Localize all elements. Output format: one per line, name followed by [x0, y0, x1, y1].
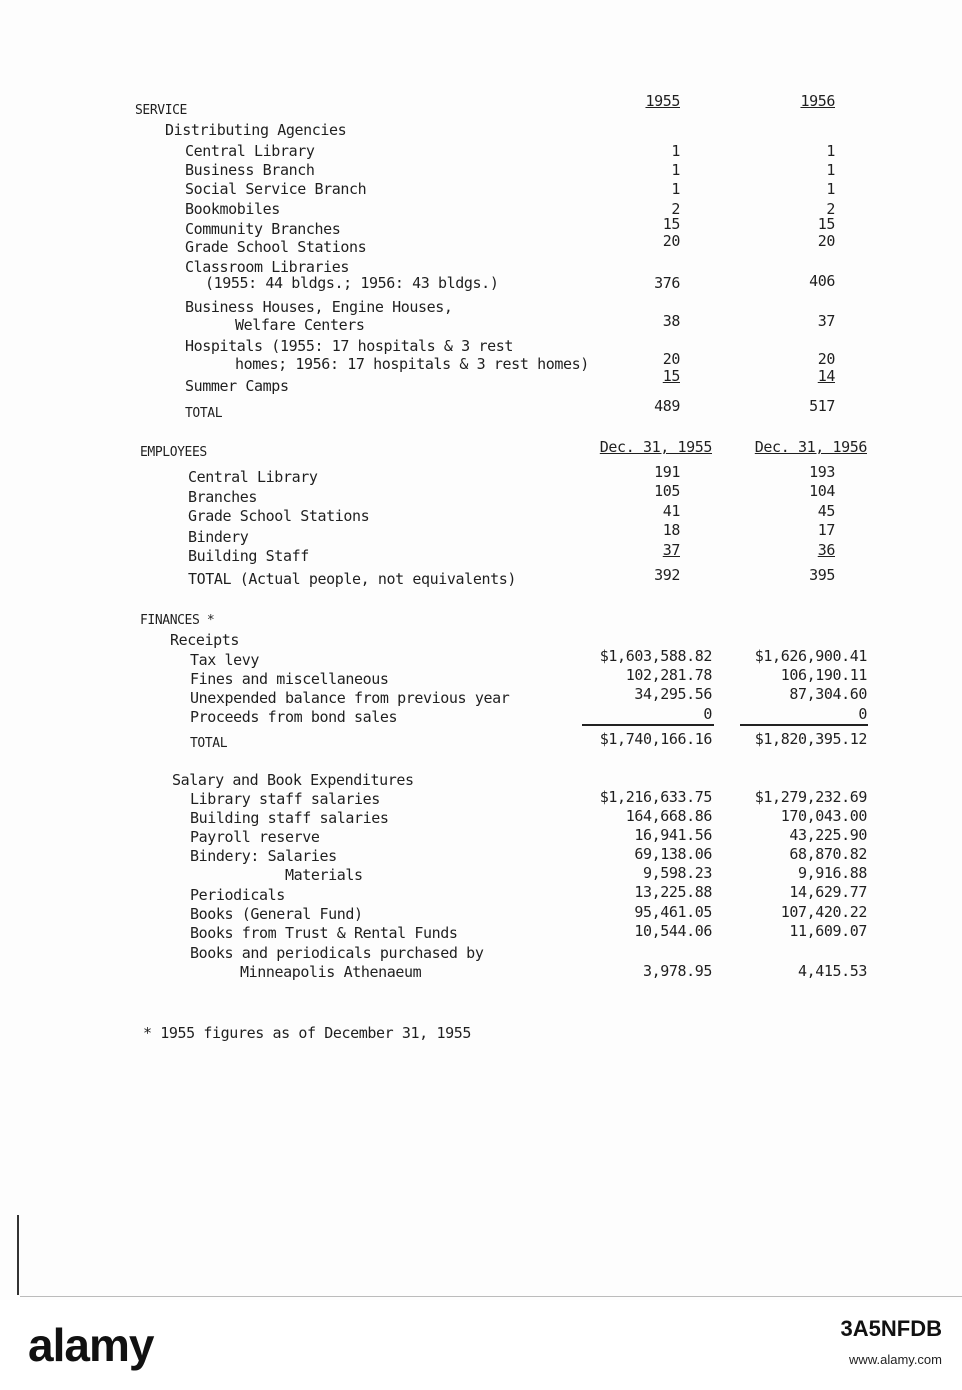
salary-row-label: Building staff salaries [190, 809, 389, 827]
receipts-total-label: TOTAL [190, 736, 228, 751]
service-row-label: Bookmobiles [185, 200, 280, 218]
service-row-1956: 20 [817, 232, 835, 250]
employee-row-1956: 36 [817, 541, 835, 559]
scan-edge-line [17, 1215, 19, 1295]
service-row-label: Business Branch [185, 161, 315, 179]
receipt-row-1956: 87,304.60 [789, 685, 867, 703]
service-total-label: TOTAL [185, 406, 223, 421]
hospitals-label: Hospitals (1955: 17 hospitals & 3 rest [185, 337, 513, 355]
salary-row-1956: 9,916.88 [797, 864, 867, 882]
service-row-label: Social Service Branch [185, 180, 367, 198]
employees-total-label: TOTAL (Actual people, not equivalents) [188, 570, 516, 588]
service-total-1955: 489 [654, 397, 680, 415]
employee-row-1955: 191 [654, 463, 680, 481]
receipt-row-label: Unexpended balance from previous year [190, 689, 510, 707]
salary-row-label: Periodicals [190, 886, 285, 904]
receipts-total-rule-1955 [582, 724, 714, 726]
salary-row-label: Books from Trust & Rental Funds [190, 924, 458, 942]
service-row-1956: 1 [826, 180, 835, 198]
service-row-label: Central Library [185, 142, 315, 160]
employee-row-1956: 193 [809, 463, 835, 481]
service-row-1955: 1 [671, 161, 680, 179]
service-row-1956: 2 [826, 200, 835, 218]
salary-row-1955: $1,216,633.75 [599, 788, 712, 806]
service-row-1956: 1 [826, 161, 835, 179]
receipt-row-1955: 34,295.56 [634, 685, 712, 703]
athenaeum-label: Books and periodicals purchased by [190, 944, 484, 962]
employee-row-1955: 37 [662, 541, 680, 559]
employees-total-1955: 392 [654, 566, 680, 584]
classroom-1956: 406 [809, 272, 835, 290]
employee-row-1955: 105 [654, 482, 680, 500]
salary-row-1956: 11,609.07 [789, 922, 867, 940]
classroom-libraries-label: Classroom Libraries [185, 258, 349, 276]
employees-heading: EMPLOYEES [140, 445, 207, 460]
employee-row-label: Building Staff [188, 547, 309, 565]
employee-row-1955: 18 [662, 521, 680, 539]
salary-row-label: Materials [285, 866, 363, 884]
employee-row-1956: 17 [817, 521, 835, 539]
service-row-1956: 1 [826, 142, 835, 160]
receipt-row-label: Proceeds from bond sales [190, 708, 398, 726]
salary-row-1955: 9,598.23 [642, 864, 712, 882]
receipts-total-rule-1956 [740, 724, 868, 726]
distributing-agencies-label: Distributing Agencies [165, 121, 347, 139]
salary-row-1955: 95,461.05 [634, 903, 712, 921]
service-row-1955: 20 [662, 232, 680, 250]
summer-camps-1955: 15 [662, 367, 680, 385]
employee-row-1955: 41 [662, 502, 680, 520]
summer-camps-label: Summer Camps [185, 377, 289, 395]
salary-row-1955: 69,138.06 [634, 845, 712, 863]
classroom-libraries-note: (1955: 44 bldgs.; 1956: 43 bldgs.) [205, 274, 499, 292]
service-row-1955: 1 [671, 142, 680, 160]
service-total-1956: 517 [809, 397, 835, 415]
business-houses-label: Business Houses, Engine Houses, [185, 298, 453, 316]
salary-row-1955: 13,225.88 [634, 883, 712, 901]
service-row-label: Community Branches [185, 220, 341, 238]
service-row-1956: 15 [817, 215, 835, 233]
watermark-url: www.alamy.com [849, 1352, 942, 1367]
receipt-row-1956: 0 [858, 705, 867, 723]
employees-total-1956: 395 [809, 566, 835, 584]
scan-bottom-line [20, 1296, 962, 1297]
business-1955: 38 [662, 312, 680, 330]
athenaeum-label-continued: Minneapolis Athenaeum [240, 963, 422, 981]
salary-row-1956: 107,420.22 [780, 903, 867, 921]
salary-row-1956: 170,043.00 [780, 807, 867, 825]
watermark-image-id: 3A5NFDB [840, 1316, 942, 1341]
service-row-1955: 1 [671, 180, 680, 198]
athenaeum-1956: 4,415.53 [797, 962, 867, 980]
employee-row-1956: 104 [809, 482, 835, 500]
salary-row-1956: 43,225.90 [789, 826, 867, 844]
footnote: * 1955 figures as of December 31, 1955 [143, 1024, 471, 1042]
receipt-row-1955: $1,603,588.82 [599, 647, 712, 665]
receipt-row-1956: 106,190.11 [780, 666, 867, 684]
salary-row-label: Books (General Fund) [190, 905, 363, 923]
employees-col-1955: Dec. 31, 1955 [599, 438, 712, 456]
employee-row-label: Central Library [188, 468, 318, 486]
employee-row-1956: 45 [817, 502, 835, 520]
employee-row-label: Branches [188, 488, 258, 506]
hospitals-1956: 20 [817, 350, 835, 368]
employee-row-label: Bindery [188, 528, 249, 546]
classroom-1955: 376 [654, 274, 680, 292]
salary-row-label: Library staff salaries [190, 790, 380, 808]
summer-camps-1956: 14 [817, 367, 835, 385]
receipt-row-1955: 0 [703, 705, 712, 723]
salary-row-1956: 68,870.82 [789, 845, 867, 863]
receipt-row-label: Fines and miscellaneous [190, 670, 389, 688]
watermark-bar [0, 1300, 962, 1390]
salary-row-label: Payroll reserve [190, 828, 320, 846]
service-row-1955: 2 [671, 200, 680, 218]
salary-row-1955: 10,544.06 [634, 922, 712, 940]
hospitals-1955: 20 [662, 350, 680, 368]
service-col-1956: 1956 [800, 92, 835, 110]
receipts-label: Receipts [170, 631, 240, 649]
watermark-logo: alamy [28, 1319, 154, 1371]
service-row-label: Grade School Stations [185, 238, 367, 256]
service-row-1955: 15 [662, 215, 680, 233]
receipts-total-1955: $1,740,166.16 [599, 730, 712, 748]
salary-row-1956: $1,279,232.69 [754, 788, 867, 806]
salary-row-label: Bindery: Salaries [190, 847, 337, 865]
employee-row-label: Grade School Stations [188, 507, 370, 525]
salary-row-1955: 16,941.56 [634, 826, 712, 844]
hospitals-label-continued: homes; 1956: 17 hospitals & 3 rest homes) [235, 355, 589, 373]
salary-expenditures-label: Salary and Book Expenditures [172, 771, 414, 789]
salary-row-1955: 164,668.86 [625, 807, 712, 825]
receipt-row-1956: $1,626,900.41 [754, 647, 867, 665]
service-heading: SERVICE [135, 103, 187, 118]
employees-col-1956: Dec. 31, 1956 [754, 438, 867, 456]
finances-heading: FINANCES * [140, 613, 215, 628]
service-col-1955: 1955 [645, 92, 680, 110]
receipt-row-label: Tax levy [190, 651, 260, 669]
welfare-centers-label: Welfare Centers [235, 316, 365, 334]
receipt-row-1955: 102,281.78 [625, 666, 712, 684]
receipts-total-1956: $1,820,395.12 [754, 730, 867, 748]
athenaeum-1955: 3,978.95 [642, 962, 712, 980]
business-1956: 37 [817, 312, 835, 330]
salary-row-1956: 14,629.77 [789, 883, 867, 901]
